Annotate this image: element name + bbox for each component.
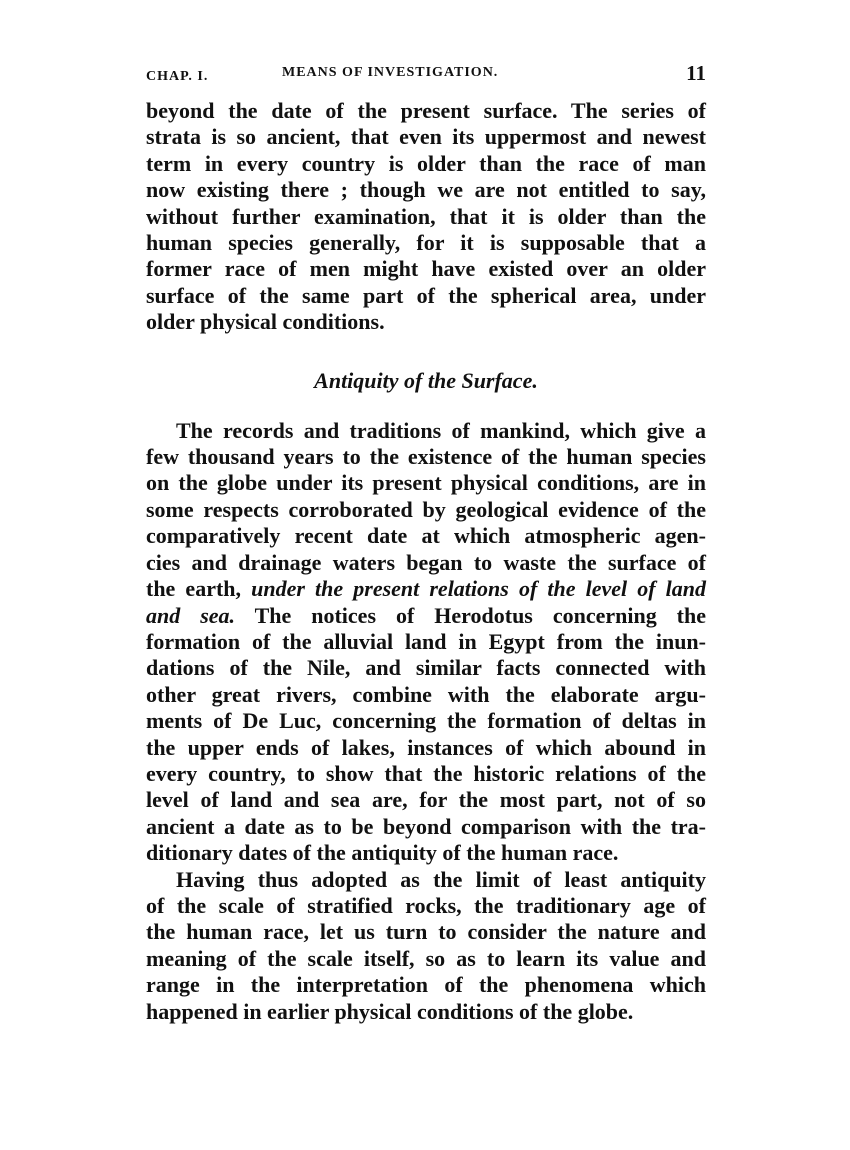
- text-line: ditionary dates of the antiquity of the human race.: [146, 840, 619, 866]
- text-line: older physical conditions.: [146, 309, 385, 335]
- text-run: the earth,: [146, 576, 242, 602]
- text-line: every country, to show that the historic relations of the: [146, 760, 706, 786]
- running-head: [146, 58, 706, 88]
- text-line: on the globe under its present physical conditions, are in: [146, 470, 706, 496]
- text-line: [146, 576, 706, 602]
- paragraph-continued: [146, 98, 706, 336]
- page-number: 11: [686, 61, 706, 85]
- text-line: of the scale of stratified rocks, the traditionary age of: [146, 892, 706, 918]
- text-line: meaning of the scale itself, so as to learn its value and: [146, 945, 706, 971]
- text-line: without further examination, that it is older than the: [146, 203, 706, 229]
- paragraph-conclusion: [146, 867, 706, 1025]
- text-line: range in the interpretation of the phenomena which: [146, 972, 706, 998]
- text-line: few thousand years to the existence of the human species: [146, 444, 706, 470]
- text-line: surface of the same part of the spherical area, under: [146, 282, 706, 308]
- text-line: human species generally, for it is supposable that a: [146, 230, 706, 256]
- text-line: strata is so ancient, that even its uppermost and newest: [146, 124, 706, 150]
- text-line: cies and drainage waters began to waste the surface of: [146, 549, 706, 575]
- book-page: [146, 58, 706, 1025]
- text-line: Having thus adopted as the limit of least antiquity: [176, 866, 706, 892]
- text-line: ancient a date as to be beyond comparison with the tra-: [146, 813, 706, 839]
- running-title: MEANS OF INVESTIGATION.: [282, 65, 499, 80]
- italic-run: under the present relations of the level of land: [251, 576, 707, 602]
- text-line: the upper ends of lakes, instances of which abound in: [146, 734, 706, 760]
- paragraph-antiquity: [146, 418, 706, 867]
- text-line: some respects corroborated by geological evidence of the: [146, 496, 706, 522]
- text-line: term in every country is older than the race of man: [146, 150, 706, 176]
- italic-run: and sea.: [146, 602, 236, 628]
- text-line: the human race, let us turn to consider the nature and: [146, 919, 706, 945]
- text-line: other great rivers, combine with the elaborate argu-: [146, 681, 706, 707]
- text-run: The notices of Herodotus concerning the: [254, 602, 707, 628]
- text-line: dations of the Nile, and similar facts connected with: [146, 655, 706, 681]
- text-line: [146, 603, 706, 629]
- text-line: formation of the alluvial land in Egypt from the inun-: [146, 628, 706, 654]
- text-line: happened in earlier physical conditions of the globe.: [146, 998, 634, 1024]
- text-line: former race of men might have existed over an older: [146, 256, 706, 282]
- text-line: ments of De Luc, concerning the formation of deltas in: [146, 708, 706, 734]
- text-line: beyond the date of the present surface. The series of: [146, 98, 706, 123]
- text-line: now existing there ; though we are not entitled to say,: [146, 177, 706, 203]
- text-line: comparatively recent date at which atmospheric agen-: [146, 523, 706, 549]
- text-line: The records and traditions of mankind, which give a: [176, 417, 706, 443]
- section-heading: Antiquity of the Surface.: [314, 367, 538, 393]
- chapter-label: CHAP. I.: [146, 69, 209, 84]
- text-line: level of land and sea are, for the most part, not of so: [146, 787, 706, 813]
